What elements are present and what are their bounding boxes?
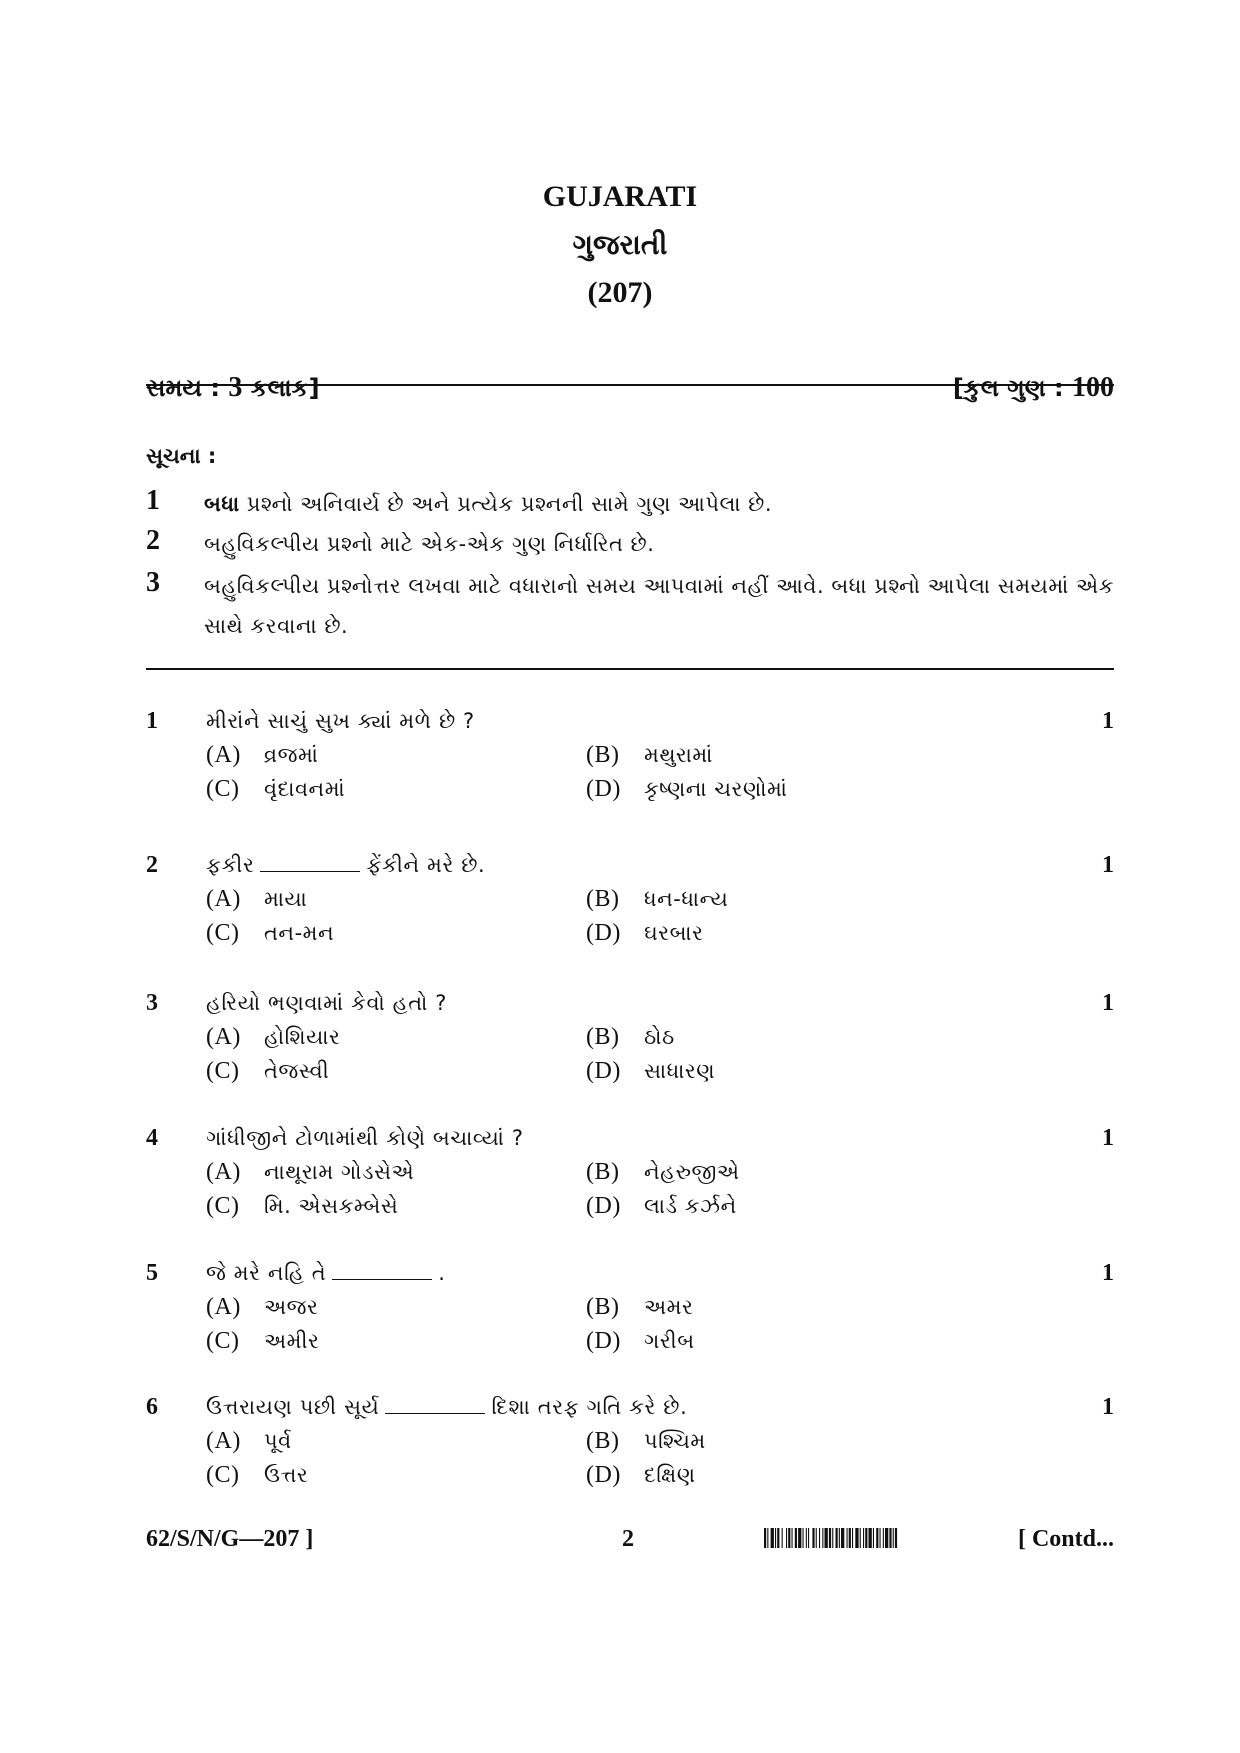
instruction-item <box>146 484 1114 524</box>
option-d <box>586 1189 737 1223</box>
question-number: 3 <box>146 990 158 1016</box>
option-label: (B) <box>586 1159 620 1185</box>
option-c <box>206 1054 329 1088</box>
answer-blank <box>385 1391 485 1414</box>
option-label: (C) <box>206 776 240 802</box>
time-prefix: સમય : <box>146 374 220 402</box>
option-label: (A) <box>206 1024 241 1050</box>
paper-code: 62/S/N/G—207 ] <box>146 1526 314 1552</box>
option-text: મથુરામાં <box>644 743 713 767</box>
question-2 <box>146 848 1114 958</box>
option-text: પૂર્વ <box>264 1429 292 1453</box>
answer-blank <box>260 849 360 872</box>
option-a <box>206 738 318 772</box>
question-number: 4 <box>146 1125 158 1151</box>
option-text: મિ. એસકમ્બેસે <box>264 1194 399 1218</box>
title-block <box>0 172 1240 318</box>
instruction-bold-text: બધા <box>204 492 240 516</box>
question-number: 6 <box>146 1394 158 1420</box>
option-a <box>206 1155 414 1189</box>
option-label: (D) <box>586 1193 621 1219</box>
option-text: તેજસ્વી <box>264 1059 330 1083</box>
option-label: (A) <box>206 1294 241 1320</box>
option-text: તન-મન <box>264 921 335 945</box>
option-label: (D) <box>586 1462 621 1488</box>
subject-code: (207) <box>587 276 653 309</box>
option-text: વૃંદાવનમાં <box>264 777 346 801</box>
question-text-after: ફેંકીને મરે છે. <box>366 853 486 877</box>
marks-value: 100 <box>1072 372 1114 403</box>
option-label: (A) <box>206 1428 241 1454</box>
option-b <box>586 738 713 772</box>
question-text: ગાંધીજીને ટોળામાંથી કોણે બચાવ્યાં ? <box>206 1126 524 1150</box>
option-c <box>206 916 334 950</box>
option-label: (B) <box>586 1294 620 1320</box>
option-label: (C) <box>206 1058 240 1084</box>
option-text: વ્રજમાં <box>264 743 319 767</box>
question-6 <box>146 1390 1114 1500</box>
option-text: નેહરુજીએ <box>644 1160 740 1184</box>
instruction-text: બહુવિકલ્પીય પ્રશ્નોત્તર લખવા માટે વધારાનો સમય આપવામાં નહીં આવે. બધા પ્રશ્નો આપેલા સમયમાં એક સાથે કરવાના છે. <box>204 574 1114 638</box>
option-text: ઉત્તર <box>264 1463 309 1487</box>
option-b <box>586 1155 740 1189</box>
option-text: હોશિયાર <box>264 1025 341 1049</box>
question-marks: 1 <box>1102 852 1114 878</box>
answer-blank <box>332 1257 432 1280</box>
question-text-after: દિશા તરફ ગતિ કરે છે. <box>491 1395 688 1419</box>
question-1 <box>146 704 1114 814</box>
time-suffix: કલાક] <box>250 374 320 402</box>
option-b <box>586 882 728 916</box>
question-marks: 1 <box>1102 1394 1114 1420</box>
option-text: લાર્ડ કર્ઝને <box>644 1194 737 1218</box>
option-text: ઠોઠ <box>644 1025 675 1049</box>
question-text-after: . <box>438 1261 446 1285</box>
option-b <box>586 1424 706 1458</box>
barcode-icon <box>764 1528 1006 1548</box>
question-3 <box>146 986 1114 1096</box>
option-a <box>206 1020 340 1054</box>
option-text: સાધારણ <box>644 1059 716 1083</box>
option-b <box>586 1020 675 1054</box>
continued-label: [ Contd... <box>1017 1526 1114 1552</box>
option-a <box>206 1290 318 1324</box>
option-text: અજર <box>264 1295 319 1319</box>
question-4 <box>146 1121 1114 1231</box>
time-value: 3 <box>228 372 243 403</box>
option-d <box>586 1324 695 1358</box>
option-c <box>206 1324 319 1358</box>
option-text: અમીર <box>264 1329 320 1353</box>
instruction-number: 1 <box>146 485 160 516</box>
marks-prefix: [કુલ ગુણ : <box>952 374 1064 402</box>
subject-title-english: GUJARATI <box>542 180 698 213</box>
instructions-title: સૂચના : <box>146 444 217 468</box>
question-number: 1 <box>146 708 158 734</box>
instruction-number: 2 <box>146 525 160 556</box>
option-label: (B) <box>586 1428 620 1454</box>
instruction-item <box>146 566 1114 646</box>
option-c <box>206 1458 308 1492</box>
question-text-before: જે મરે નહિ તે <box>206 1261 327 1285</box>
page-number: 2 <box>622 1526 634 1552</box>
maximum-marks <box>953 372 1114 404</box>
question-text <box>206 1390 687 1424</box>
option-label: (D) <box>586 920 621 946</box>
option-label: (C) <box>206 1328 240 1354</box>
option-text: અમર <box>644 1295 694 1319</box>
question-marks: 1 <box>1102 990 1114 1016</box>
time-allowed <box>146 372 320 404</box>
option-text: પશ્ચિમ <box>644 1429 706 1453</box>
option-label: (D) <box>586 1058 621 1084</box>
option-text: માયા <box>264 887 308 911</box>
option-d <box>586 1458 696 1492</box>
option-c <box>206 772 345 806</box>
option-label: (C) <box>206 1193 240 1219</box>
option-c <box>206 1189 398 1223</box>
divider-instructions <box>146 668 1114 670</box>
divider-top <box>146 384 1114 386</box>
option-text: ઘરબાર <box>644 921 704 945</box>
option-d <box>586 1054 715 1088</box>
option-label: (B) <box>586 1024 620 1050</box>
question-5 <box>146 1256 1114 1366</box>
option-label: (D) <box>586 776 621 802</box>
option-text: ગરીબ <box>644 1329 695 1353</box>
option-text: દક્ષિણ <box>644 1463 696 1487</box>
option-text: ધન-ધાન્ય <box>644 887 729 911</box>
question-text-before: ફકીર <box>206 853 255 877</box>
instruction-body-text: પ્રશ્નો અનિવાર્ય છે અને પ્રત્યેક પ્રશ્નની સામે ગુણ આપેલા છે. <box>239 492 773 516</box>
question-text <box>206 848 485 882</box>
question-text <box>206 1256 446 1290</box>
option-label: (C) <box>206 920 240 946</box>
option-label: (B) <box>586 886 620 912</box>
option-a <box>206 1424 292 1458</box>
option-label: (A) <box>206 742 241 768</box>
option-d <box>586 916 703 950</box>
option-b <box>586 1290 693 1324</box>
option-label: (A) <box>206 1159 241 1185</box>
option-label: (C) <box>206 1462 240 1488</box>
question-marks: 1 <box>1102 1260 1114 1286</box>
option-label: (D) <box>586 1328 621 1354</box>
option-text: નાથૂરામ ગોડસેએ <box>264 1160 415 1184</box>
option-a <box>206 882 307 916</box>
instruction-number: 3 <box>146 567 160 598</box>
question-text: હરિયો ભણવામાં કેવો હતો ? <box>206 991 448 1015</box>
question-number: 2 <box>146 852 158 878</box>
question-marks: 1 <box>1102 708 1114 734</box>
instruction-text: બહુવિકલ્પીય પ્રશ્નો માટે એક-એક ગુણ નિર્ધારિત છે. <box>204 532 655 556</box>
option-text: કૃષ્ણના ચરણોમાં <box>644 777 788 801</box>
page-footer <box>146 1522 1114 1556</box>
question-text-before: ઉત્તરાયણ પછી સૂર્ય <box>206 1395 380 1419</box>
option-label: (B) <box>586 742 620 768</box>
question-marks: 1 <box>1102 1125 1114 1151</box>
subject-title-gujarati: ગુજરાતી <box>572 228 668 261</box>
question-number: 5 <box>146 1260 158 1286</box>
instruction-text <box>204 484 1114 524</box>
option-d <box>586 772 787 806</box>
instruction-item <box>146 524 1114 564</box>
question-text: મીરાંને સાચું સુખ ક્યાં મળે છે ? <box>206 709 475 733</box>
option-label: (A) <box>206 886 241 912</box>
